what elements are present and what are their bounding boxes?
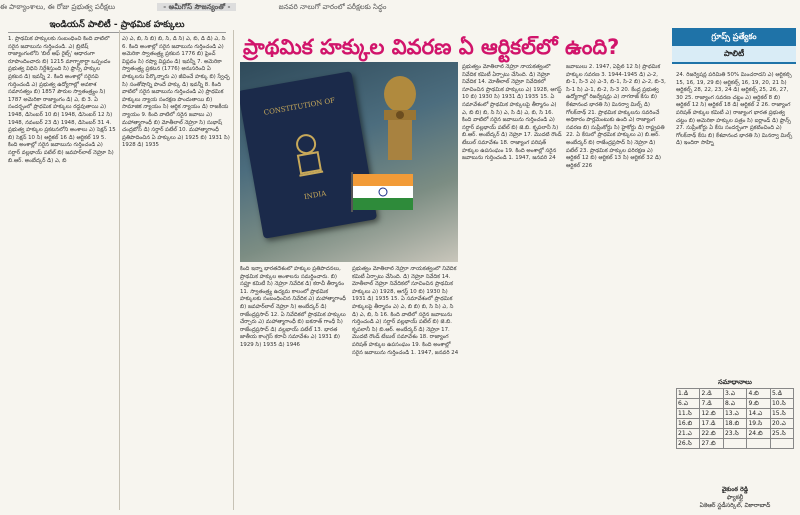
answer-row <box>677 399 794 409</box>
column-4b-text: ప్రభుత్వం మోతీలాల్ నెహ్రూ నాయకత్వంలో నివేదిక కమిటీ ఏర్పాటు చేసింది. డి) నెహ్రూ నివేదిక 14. మోతీలాల్ నెహ్రూ నివేదికలో సూచించిన ప్రాథమిక హక్కులు ఎ) 1928, ఆగస్ట్ 10 బి) 1930 సి) 1931 డి) 1935 15. ఏ సమావేశంలో ప్రాథమిక హక్కులపై తీర్మానం ఎ) ఎ, బి బి) బి, సి సి) ఎ, సి డి) ఎ, బి, సి 16. కింది వాటిలో సరైన జవాబును గుర్తించండి ఎ) సర్దార్ వల్లభాయ్ పటేల్ బి) జె.బి. కృపలానీ సి) బి.ఆర్. అంబేద్కర్ డి) నెహ్రూ 17. మొదటి రౌండ్ టేబుల్ సమావేశం 18. రాజ్యాంగ పరిషత్ హక్కుల ఉపసంఘం 19. కింది అంశాల్లో సరైన జవాబును గుర్తించండి 1. 1947, జనవరి 24 <box>462 64 562 162</box>
emblem-icon <box>286 127 330 182</box>
section-heading: ఇండియన్ పాలిటీ - ప్రాథమిక హక్కులు <box>8 18 226 33</box>
column-6 <box>676 72 794 372</box>
answer-cell: 25.సి <box>770 429 793 439</box>
answer-cell <box>770 439 793 449</box>
author-institute: ఏకెఆర్ స్టడీసర్కిల్, వికారాబాద్ <box>699 502 771 509</box>
book-title-top: CONSTITUTION OF <box>263 96 336 117</box>
author-name: వైకుంఠ రెడ్డి <box>721 486 749 493</box>
right-panel-header <box>672 28 796 68</box>
right-panel-title: గ్రూప్స్ ప్రత్యేకం <box>672 28 796 46</box>
answer-cell: 7.డి <box>700 399 723 409</box>
answer-cell: 16.బి <box>677 419 700 429</box>
answer-cell: 6.ఎ <box>677 399 700 409</box>
answer-cell: 1.డి <box>677 389 700 399</box>
banner-title: ప్రాథమిక హక్కుల వివరణ ఏ ఆర్టికల్‌లో ఉంది? <box>243 35 620 59</box>
answer-cell <box>723 439 746 449</box>
column-2-text: ఎ) ఎ, బి, సి బి) బి, సి, డి సి) ఎ, బి, డి డి) ఎ, సి 6. కింది అంశాల్లో సరైన జవాబును గుర్తించండి ఎ) అమెరికా స్వాతంత్ర్య ప్రకటన 1776 బి) ఫ్రెంచ్ విప్లవం సి) రష్యా విప్లవం డి) ఇవన్నీ 7. అమెరికా స్వాతంత్ర్య ప్రకటన (1776) అనుసరించి ఏ హక్కులను పేర్కొన్నారు ఎ) జీవించే హక్కు బి) స్వేచ్ఛ సి) సంతోషాన్ని పొందే హక్కు డి) ఇవన్నీ 8. కింది వాటిలో సరైన జవాబును గుర్తించండి ఎ) ప్రాథమిక హక్కులు న్యాయ సంరక్షణ పొందుతాయి బి) సామాజిక న్యాయం సి) ఆర్థిక న్యాయం డి) రాజకీయ న్యాయం 9. కింది వాటిలో సరైన జవాబు ఎ) మహాత్మాగాంధీ బి) మోతీలాల్ నెహ్రూ సి) సుభాష్ చంద్రబోస్ డి) సర్దార్ పటేల్ 10. మహాత్మాగాంధీ ప్రతిపాదించిన ఏ హక్కులు ఎ) 1925 బి) 1931 సి) 1928 డి) 1935 <box>122 36 230 149</box>
answer-key-heading: సమాధానాలు <box>718 378 752 386</box>
top-strip-mid: - అమీగోస్ సౌజన్యంతో - <box>157 3 236 11</box>
answer-cell: 26.సి <box>677 439 700 449</box>
answer-cell <box>747 439 770 449</box>
top-strip-right: జనవరి నాలుగో వారంలో పరీక్షలకు సిద్ధం <box>278 3 387 11</box>
answer-row <box>677 439 794 449</box>
answer-cell: 8.ఎ <box>723 399 746 409</box>
column-3 <box>240 266 348 512</box>
answer-cell: 17.డి <box>700 419 723 429</box>
answer-cell: 18.బి <box>723 419 746 429</box>
column-5 <box>566 64 668 512</box>
column-2 <box>122 36 230 512</box>
column-3-text: కింది ఇన్నా భారతదేశంలో హక్కుల ప్రతిపాదనలు, ప్రాథమిక హక్కుల అంశాలను సమర్థించారు. బి) సప్రూ కమిటీ సి) నెహ్రూ నివేదిక డి) కరాచీ తీర్మానం 11. స్వాతంత్ర్య ఉద్యమ కాలంలో ప్రాథమిక హక్కులకు సంబంధించిన నివేదిక ఎ) మహాత్మాగాంధీ బి) జవహర్‌లాల్ నెహ్రూ సి) అంబేద్కర్ డి) రాజేంద్రప్రసాద్ 12. ఏ నివేదికలో ప్రాథమిక హక్కులు చేర్చారు ఎ) మహాత్మాగాంధీ బి) ఐకనాత్ గాంధీ సి) రాజేంద్రప్రసాద్ డి) వల్లభాయ్ పటేల్ 13. భారత జాతీయ కాంగ్రెస్ కరాచీ సమావేశం ఎ) 1931 బి) 1929 సి) 1935 డి) 1946 <box>240 266 346 348</box>
answer-cell: 2.డి <box>700 389 723 399</box>
answer-cell: 15.సి <box>770 409 793 419</box>
ashoka-emblem-icon <box>370 72 430 172</box>
answer-cell: 27.బి <box>700 439 723 449</box>
column-divider <box>233 30 234 510</box>
book-title-bottom: INDIA <box>303 189 327 202</box>
column-1 <box>8 36 116 512</box>
answer-key-table <box>676 388 794 449</box>
constitution-book <box>240 71 377 239</box>
author-role: ఫ్యాకల్టీ <box>726 494 744 501</box>
india-flag-icon <box>350 172 420 212</box>
answer-cell: 10.సి <box>770 399 793 409</box>
answer-cell: 21.ఎ <box>677 429 700 439</box>
column-4-text: ప్రభుత్వం మోతీలాల్ నెహ్రూ నాయకత్వంలో నివేదిక కమిటీ ఏర్పాటు చేసింది. డి) నెహ్రూ నివేదిక 14. మోతీలాల్ నెహ్రూ నివేదికలో సూచించిన ప్రాథమిక హక్కులు ఎ) 1928, ఆగస్ట్ 10 బి) 1930 సి) 1931 డి) 1935 15. ఏ సమావేశంలో ప్రాథమిక హక్కులపై తీర్మానం ఎ) ఎ, బి బి) బి, సి సి) ఎ, సి డి) ఎ, బి, సి 16. కింది వాటిలో సరైన జవాబును గుర్తించండి ఎ) సర్దార్ వల్లభాయ్ పటేల్ బి) జె.బి. కృపలానీ సి) బి.ఆర్. అంబేద్కర్ డి) నెహ్రూ 17. మొదటి రౌండ్ టేబుల్ సమావేశం 18. రాజ్యాంగ పరిషత్ హక్కుల ఉపసంఘం 19. కింది అంశాల్లో సరైన జవాబును గుర్తించండి 1. 1947, జనవరి 24 <box>352 266 459 356</box>
column-4 <box>352 266 460 512</box>
answer-row <box>677 389 794 399</box>
answer-cell: 4.బి <box>747 389 770 399</box>
answer-cell: 14.ఎ <box>747 409 770 419</box>
answer-cell: 3.ఎ <box>723 389 746 399</box>
answer-row <box>677 429 794 439</box>
column-1-text: 1. ప్రాథమిక హక్కులకు సంబంధించి కింది వాటిలో సరైన జవాబును గుర్తించండి. ఎ) బ్రిటిష్ రాజ్యాంగంలోని 'బిల్ ఆఫ్ రైట్స్' ఆధారంగా రూపొందించారు బి) 1215 మాగ్నాకార్టా ఒప్పందం ప్రభుత్వ విధిని నిర్దేశిస్తుంది సి) ఫ్రాన్స్ హక్కుల ప్రకటన డి) ఇవన్నీ 2. కింది అంశాల్లో సరైనవి గుర్తించండి ఎ) ప్రభుత్వ ఉద్యోగాల్లో అవకాశ సమానత్వం బి) 1857 పౌరుల స్వాతంత్ర్యం సి) 1787 అమెరికా రాజ్యాంగం డి) ఎ, బి 3. ఏ సందర్భంలో ప్రాథమిక హక్కులు రద్దవుతాయి ఎ) 1948, డిసెంబర్ 10 బి) 1948, డిసెంబర్ 12 సి) 1948, నవంబర్ 23 డి) 1948, డిసెంబర్ 31 4. ప్రభుత్వ హక్కుల ప్రకటనలోని అంశాలు ఎ) సెక్షన్ 15 బి) సెక్షన్ 10 సి) ఆర్టికల్ 16 డి) ఆర్టికల్ 19 5. కింది అంశాల్లో సరైన జవాబును గుర్తించండి ఎ) సర్దార్ వల్లభాయ్ పటేల్ బి) జవహర్‌లాల్ నెహ్రూ సి) బి.ఆర్. అంబేద్కర్ డి) ఎ, బి <box>8 36 116 164</box>
column-divider <box>119 30 120 510</box>
answer-cell: 19.సి <box>747 419 770 429</box>
answer-cell: 13.ఎ <box>723 409 746 419</box>
answer-cell: 23.సి <box>723 429 746 439</box>
column-4b <box>462 64 562 512</box>
answer-cell: 20.ఎ <box>770 419 793 429</box>
answer-cell: 22.బి <box>700 429 723 439</box>
answer-cell: 9.బి <box>747 399 770 409</box>
top-strip-left: ఈ పాఠ్యాంశాలు, ఈ రోజు ప్రభుత్వ పరీక్షలు <box>0 3 116 11</box>
right-panel-subtitle: పాలిటీ <box>672 46 796 64</box>
top-strip <box>0 0 800 14</box>
answer-cell: 11.సి <box>677 409 700 419</box>
constitution-photo <box>240 62 458 262</box>
answer-cell: 24.బి <box>747 429 770 439</box>
column-5-text: జవాబులు 2. 1947, ఏప్రిల్ 12 సి) ప్రాథమిక హక్కుల సవరణ 3. 1944-1945 డి) ఎ-2, బి-1, సి-3 ఎ) ఎ-3, బి-1, సి-2 బి) ఎ-2, బి-3, సి-1 సి) ఎ-1, బి-2, సి-3 20. కేంద్ర ప్రభుత్వ ఉద్యోగాల్లో రిజర్వేషన్లు ఎ) నాగరాజ్ కేసు బి) కేశవానంద భారతి సి) మినర్వా మిల్స్ డి) గోలక్‌నాథ్ 21. ప్రాథమిక హక్కులను సవరించే అధికారం పార్లమెంటుకు ఉంది ఎ) రాజ్యాంగ సవరణ బి) సుప్రీంకోర్టు సి) హైకోర్టు డి) రాష్ట్రపతి 22. ఏ కేసులో ప్రాథమిక హక్కులు ఎ) బి.ఆర్. అంబేద్కర్ బి) రాజేంద్రప్రసాద్ సి) నెహ్రూ డి) పటేల్ 23. ప్రాథమిక హక్కుల పరిరక్షణ ఎ) ఆర్టికల్ 12 బి) ఆర్టికల్ 13 సి) ఆర్టికల్ 32 డి) ఆర్టికల్ 226 <box>566 64 666 169</box>
column-6-text: 24. రిజర్వేషన్ల పరిమితి 50% మించరాదని ఎ) ఆర్టికల్స్ 15, 16, 19, 29 బి) ఆర్టికల్స్ 16, 19, 20, 21 సి) ఆర్టికల్స్ 28, 22, 23, 24 డి) ఆర్టికల్స్ 25, 26, 27, 30 25. రాజ్యాంగ సవరణ చట్టం ఎ) ఆర్టికల్ 8 బి) ఆర్టికల్ 12 సి) ఆర్టికల్ 18 డి) ఆర్టికల్ 2 26. రాజ్యాంగ పరిషత్ హక్కుల కమిటీ ఎ) రాజ్యాంగ భారత ప్రభుత్వ చట్టం బి) అమెరికా హక్కుల పత్రం సి) ఐర్లాండ్ డి) ఫ్రాన్స్ 27. సుప్రీంకోర్టు ఏ కేసు సందర్భంగా ప్రకటించింది ఎ) గోలక్‌నాథ్ కేసు బి) కేశవానంద భారతి సి) మినర్వా మిల్స్ డి) ఇందిరా సాహ్ని <box>676 72 793 147</box>
answer-row <box>677 409 794 419</box>
answer-cell: 12.బి <box>700 409 723 419</box>
answer-cell: 5.డి <box>770 389 793 399</box>
author-credit <box>676 486 794 510</box>
answer-row <box>677 419 794 429</box>
